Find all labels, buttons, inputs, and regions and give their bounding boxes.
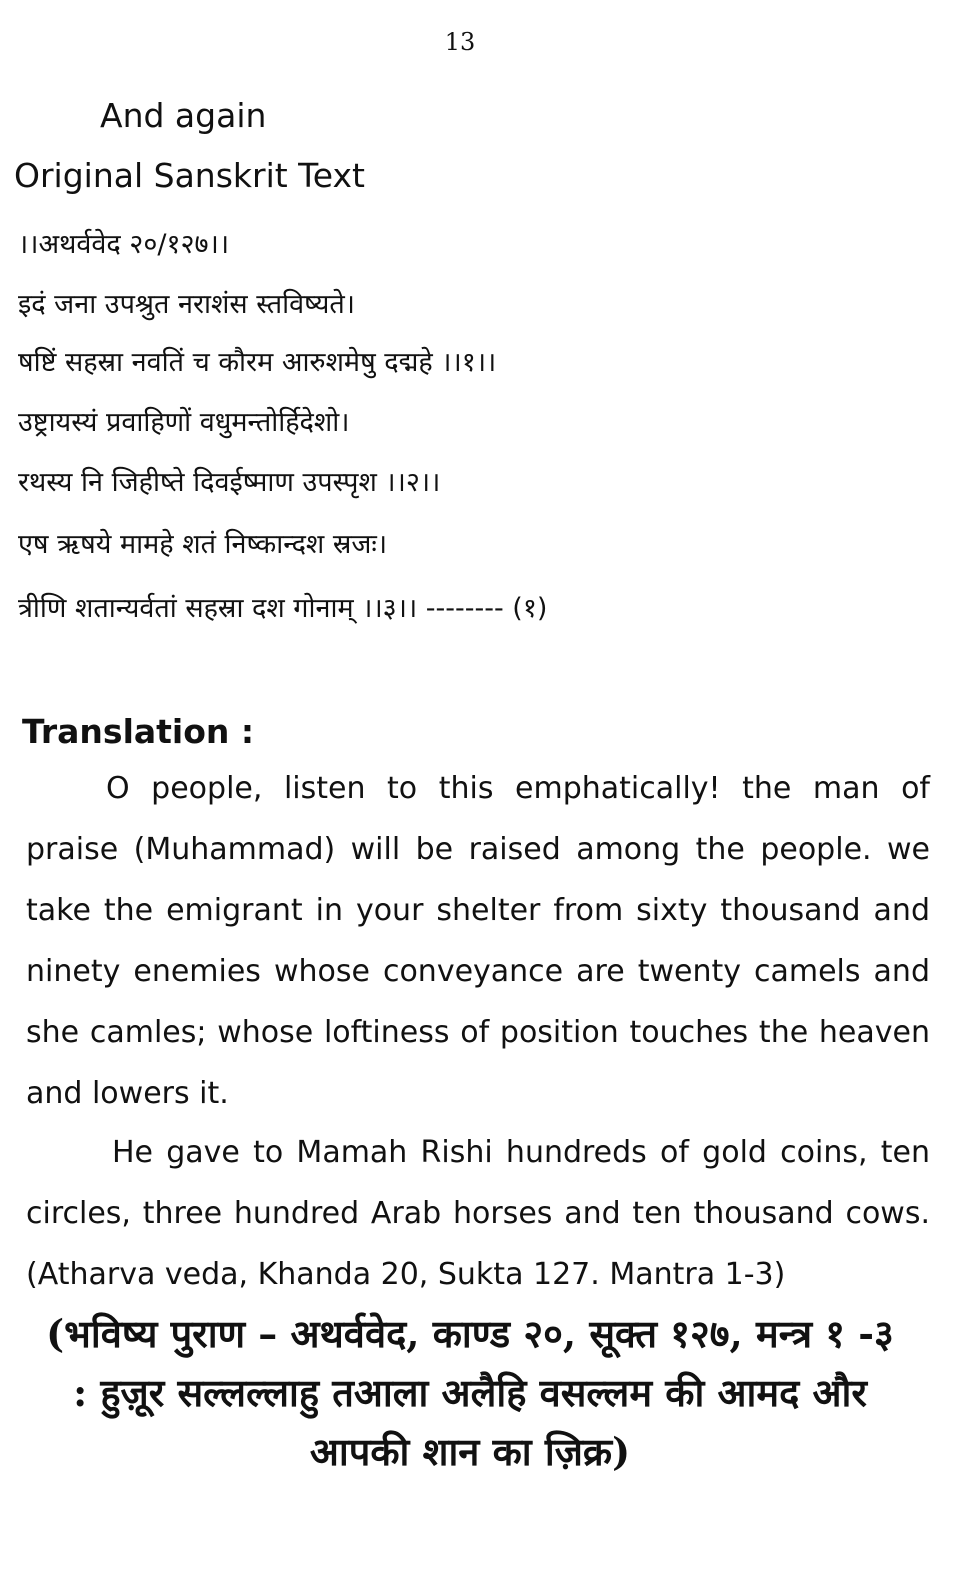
translation-paragraph: O people, listen to this emphatically! the man of praise (Muhammad) will be raised among the people. we take the emigrant in your shelter from sixty thousand and ninety enemies whose conveyance are twenty camels and she camles; whose loftiness of position touches the heaven and lowers it. bbox=[26, 771, 930, 1111]
verse-line: षष्टिं सहस्रा नवतिं च कौरम आरुशमेषु दद्महे ।।१।। bbox=[18, 347, 497, 378]
verse-line: ।।अथर्ववेद २०/१२७।। bbox=[18, 229, 230, 260]
verse-line: एष ऋषये मामहे शतं निष्कान्दश स्रजः। bbox=[18, 529, 388, 560]
verse-line: इदं जना उपश्रुत नराशंस स्तविष्यते। bbox=[18, 289, 355, 320]
intro-line: And again bbox=[100, 96, 267, 135]
verse-line: रथस्य नि जिहीष्ते दिवईष्माण उपस्पृश ।।२।। bbox=[18, 467, 441, 498]
verse-line: उष्ट्रायस्यं प्रवाहिणों वधुमन्तोर्हिदेशो। bbox=[18, 407, 350, 438]
page-number: 13 bbox=[444, 28, 476, 56]
hindi-reference-note: (भविष्य पुराण – अथर्ववेद, काण्ड २०, सूक्त १२७, मन्त्र १ -३ : हुज़ूर सल्लल्लाहु तआला अलैहि वसल्लम की आमद और आपकी शान का ज़िक्र) bbox=[46, 1311, 894, 1474]
verse-line: त्रीणि शतान्यर्वतां सहस्रा दश गोनाम् ।।३।। -------- (१) bbox=[18, 593, 548, 624]
translation-paragraph: He gave to Mamah Rishi hundreds of gold coins, ten circles, three hundred Arab horses and ten thousand cows. (Atharva veda, Khanda 20, Sukta 127. Mantra 1-3) bbox=[26, 1135, 930, 1292]
original-text-heading: Original Sanskrit Text bbox=[14, 156, 365, 195]
translation-heading: Translation : bbox=[22, 712, 255, 751]
